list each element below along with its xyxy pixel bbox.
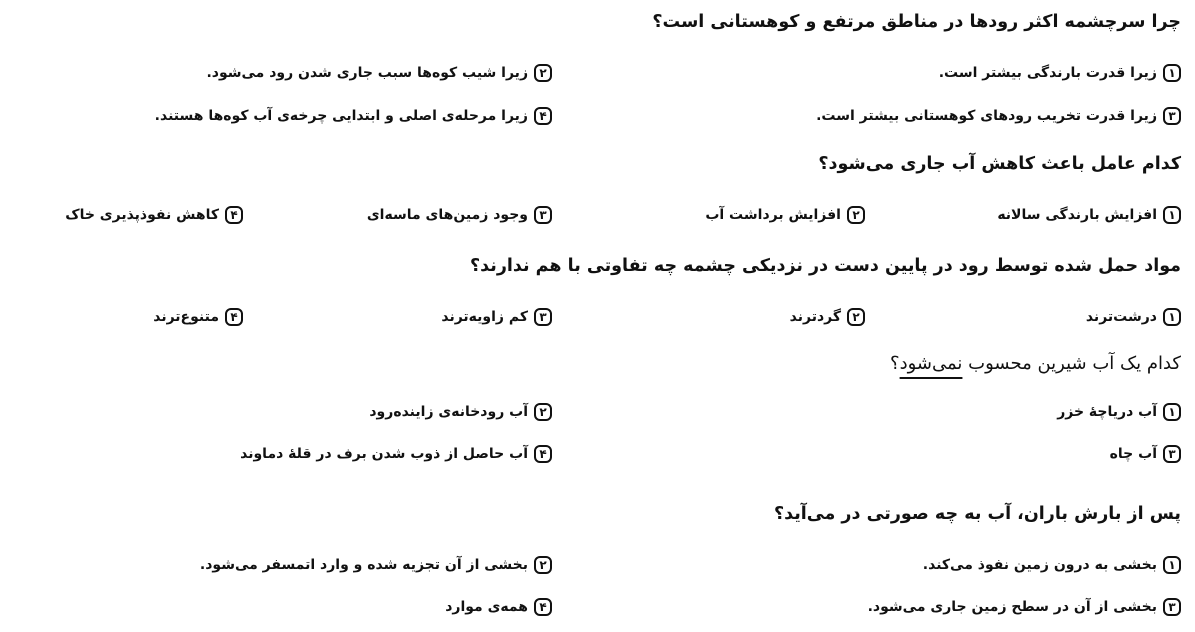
option-text: آب دریاچهٔ خزر (1057, 404, 1157, 420)
option-text: افزایش بارندگی سالانه (997, 207, 1157, 223)
question-5-text: پس از بارش باران، آب به چه صورتی در می‌آید؟ (773, 504, 1181, 524)
option-number-badge: ۱ (1163, 64, 1181, 82)
option-number-badge: ۴ (534, 598, 552, 616)
question-2-option-3[interactable] (367, 206, 552, 224)
question-1-option-4[interactable] (155, 107, 552, 125)
option-text: متنوع‌ترند (153, 309, 219, 325)
option-text: زیرا شیب کوه‌ها سبب جاری شدن رود می‌شود. (206, 65, 528, 81)
question-3-option-1[interactable] (1086, 308, 1181, 326)
question-4-option-4[interactable] (240, 445, 552, 463)
question-5-option-3[interactable] (868, 598, 1181, 616)
option-number-badge: ۲ (847, 308, 865, 326)
option-text: بخشی به درون زمین نفوذ می‌کند. (922, 557, 1157, 573)
option-number-badge: ۳ (1163, 107, 1181, 125)
option-text: آب حاصل از ذوب شدن برف در قلهٔ دماوند (240, 446, 528, 462)
question-4-option-3[interactable] (1110, 445, 1181, 463)
option-number-badge: ۲ (534, 403, 552, 421)
option-number-badge: ۲ (534, 64, 552, 82)
option-number-badge: ۲ (847, 206, 865, 224)
question-5-option-4[interactable] (445, 598, 552, 616)
question-1-text: چرا سرچشمه اکثر رودها در مناطق مرتفع و کوهستانی است؟ (652, 12, 1181, 32)
question-2-option-4[interactable] (65, 206, 243, 224)
option-number-badge: ۴ (225, 206, 243, 224)
option-text: افزایش برداشت آب (705, 207, 841, 223)
option-text: آب رودخانه‌ی زاینده‌رود (369, 404, 528, 420)
question-3-option-2[interactable] (790, 308, 865, 326)
option-text: درشت‌ترند (1085, 309, 1157, 325)
question-2-option-2[interactable] (705, 206, 865, 224)
question-4-text (890, 355, 1181, 373)
option-text: زیرا مرحله‌ی اصلی و ابتدایی چرخه‌ی آب کوه‌ها هستند. (154, 108, 528, 124)
option-text: بخشی از آن تجزیه شده و وارد اتمسفر می‌شود. (199, 557, 528, 573)
option-number-badge: ۴ (534, 445, 552, 463)
question-4-underlined-word: نمی‌شود (899, 353, 963, 374)
option-number-badge: ۴ (534, 107, 552, 125)
question-4-text-start: کدام یک آب شیرین محسوب (962, 353, 1181, 374)
option-number-badge: ۱ (1163, 403, 1181, 421)
question-1-option-1[interactable] (939, 64, 1181, 82)
option-number-badge: ۱ (1163, 206, 1181, 224)
question-1-option-2[interactable] (206, 64, 552, 82)
question-5-option-1[interactable] (923, 556, 1181, 574)
question-3-text: مواد حمل شده توسط رود در پایین دست در نزدیکی چشمه چه تفاوتی با هم ندارند؟ (470, 256, 1181, 276)
option-number-badge: ۳ (534, 308, 552, 326)
option-number-badge: ۱ (1163, 556, 1181, 574)
option-text: همه‌ی موارد (445, 599, 528, 615)
option-number-badge: ۳ (534, 206, 552, 224)
option-text: بخشی از آن در سطح زمین جاری می‌شود. (867, 599, 1157, 615)
question-1-option-3[interactable] (816, 107, 1181, 125)
question-3-option-4[interactable] (153, 308, 243, 326)
option-number-badge: ۱ (1163, 308, 1181, 326)
question-4-text-end: ؟ (890, 353, 900, 374)
question-4-option-2[interactable] (369, 403, 552, 421)
question-2-option-1[interactable] (997, 206, 1181, 224)
question-4-option-1[interactable] (1057, 403, 1181, 421)
option-text: زیرا قدرت بارندگی بیشتر است. (938, 65, 1157, 81)
option-number-badge: ۴ (225, 308, 243, 326)
option-text: گردترند (789, 309, 841, 325)
option-text: آب چاه (1109, 446, 1157, 462)
question-2-text: کدام عامل باعث کاهش آب جاری می‌شود؟ (818, 154, 1181, 174)
option-number-badge: ۳ (1163, 445, 1181, 463)
option-text: کم زاویه‌ترند (441, 309, 528, 325)
question-5-option-2[interactable] (200, 556, 552, 574)
option-number-badge: ۲ (534, 556, 552, 574)
question-3-option-3[interactable] (441, 308, 552, 326)
option-number-badge: ۳ (1163, 598, 1181, 616)
option-text: کاهش نفوذپذیری خاک (65, 207, 219, 223)
option-text: زیرا قدرت تخریب رودهای کوهستانی بیشتر است. (816, 108, 1157, 124)
option-text: وجود زمین‌های ماسه‌ای (366, 207, 528, 223)
